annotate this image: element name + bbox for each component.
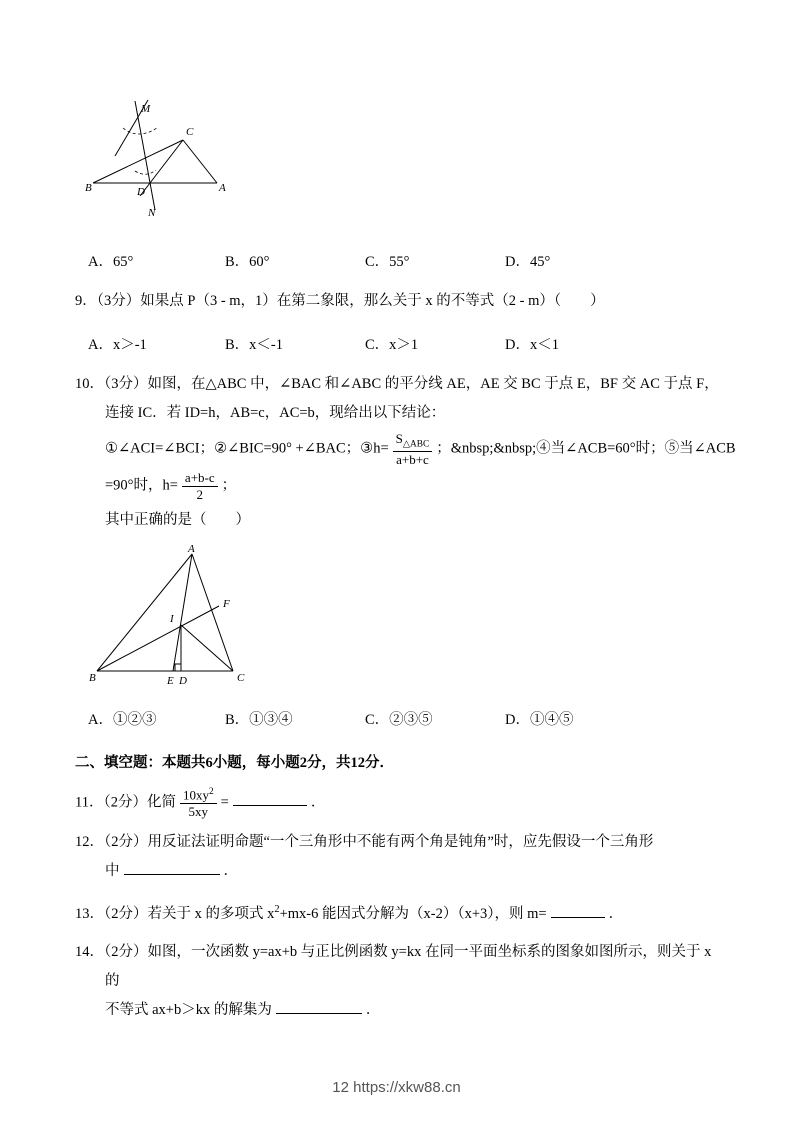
- line-CA: [183, 140, 217, 183]
- question-number: 14．: [75, 943, 104, 960]
- question-text: 中: [105, 863, 120, 880]
- question-text: （3分）如图，在△ABC 中，∠BAC 和∠ABC 的平分线 AE，AE 交 BC 于点 E，BF 交 AC 于点 F，连接 IC．若 ID=h，AB=c，AC=b，现给出以下结论：: [104, 376, 719, 421]
- question-text: （2分）若关于 x 的多项式 x: [104, 905, 275, 922]
- label-D: D: [137, 186, 145, 198]
- question13-text-line: [75, 895, 723, 929]
- label-A: A: [188, 543, 195, 555]
- question14-text-line2: [105, 996, 723, 1025]
- question-13: [75, 895, 723, 929]
- formula-lhs: h=: [162, 477, 178, 494]
- equals-sign: =: [220, 794, 229, 811]
- fraction-a-b-c-over-2: [182, 470, 218, 502]
- label-F: F: [223, 597, 230, 610]
- option-a: A．65°: [88, 254, 134, 270]
- option-c: C．②③⑤: [365, 711, 433, 728]
- question-9: [75, 287, 723, 316]
- question-text: （2分）如图，一次函数 y=ax+b 与正比例函数 y=kx 在同一平面坐标系的图象如图所示，则关于 x 的: [104, 943, 712, 989]
- exponent: 2: [274, 904, 280, 916]
- label-B: B: [85, 182, 92, 194]
- question-text: （2分）用反证法证明命题“一个三角形中不能有两个角是钝角”时，应先假设一个三角形: [104, 834, 654, 851]
- question-10: [75, 370, 736, 535]
- figure-question10-wrap: [88, 544, 723, 691]
- geometry-figure-1: [85, 98, 245, 228]
- period: ．: [365, 1001, 381, 1018]
- option-a: A．x＞-1: [88, 337, 147, 353]
- question-number: 9．: [75, 293, 97, 309]
- fraction-denominator: 2: [196, 487, 204, 502]
- answer-blank: [276, 999, 362, 1014]
- geometry-figure-2: [88, 544, 253, 686]
- question-14: [75, 938, 723, 1025]
- question14-text-line1: [75, 938, 723, 996]
- option-d: D．x＜1: [505, 337, 559, 353]
- question-text: （3分）如果点 P（3 - m，1）在第二象限，那么关于 x 的不等式（2 - m）（ ）: [96, 293, 605, 309]
- page-footer: 12 https://xkw88.cn: [332, 1079, 461, 1096]
- label-N: N: [148, 207, 156, 219]
- question-text: （2分）化简: [103, 794, 176, 811]
- option-b: B．x＜-1: [225, 337, 283, 353]
- question8-options: [88, 248, 723, 277]
- option-c: C．x＞1: [365, 337, 419, 353]
- period: ．: [608, 905, 624, 922]
- question10-conclusion: 其中正确的是（ ）: [105, 511, 250, 528]
- question10-options: [88, 706, 723, 735]
- answer-blank: [124, 860, 220, 875]
- label-C: C: [237, 671, 245, 684]
- question9-options: [88, 331, 723, 360]
- statements-text: ；: [221, 477, 237, 494]
- question10-statements-line2: [105, 470, 723, 502]
- option-b: B．60°: [225, 254, 270, 270]
- fraction-numerator: a+b-c: [182, 470, 218, 487]
- statements-text: =90°时，: [105, 477, 163, 494]
- question9-text-line: [75, 287, 723, 316]
- line-CD-extended: [140, 140, 183, 196]
- question-number: 10．: [75, 376, 104, 392]
- numerator-main: S: [395, 431, 403, 446]
- numerator-subscript: △ABC: [402, 439, 430, 450]
- option-d: D．45°: [505, 254, 551, 270]
- line-BC: [93, 140, 183, 183]
- line-AB: [97, 554, 192, 671]
- label-M: M: [141, 103, 151, 115]
- question-number: 13．: [75, 905, 104, 922]
- numerator-exponent: 2: [208, 786, 214, 797]
- statements-text: ；&nbsp;&nbsp;④当∠ACB=60°时；⑤当∠ACB: [436, 440, 736, 457]
- figure-question8-wrap: [85, 98, 723, 233]
- question12-text-line2: [105, 857, 723, 886]
- option-b: B．①③④: [225, 711, 293, 728]
- label-A: A: [219, 182, 226, 194]
- question-number: 12．: [75, 834, 104, 851]
- question-text: 不等式 ax+b＞kx 的解集为: [105, 1001, 272, 1018]
- statements-text: ①∠ACI=∠BCI；②∠BIC=90° +∠BAC；③: [105, 440, 374, 457]
- line-BF: [97, 606, 219, 671]
- question11-text-line: [75, 786, 723, 820]
- label-B: B: [89, 671, 96, 684]
- fraction-denominator: 5xy: [188, 803, 209, 819]
- fraction-numerator: [180, 787, 217, 804]
- fraction-numerator: [393, 431, 433, 452]
- dashed-arc-at-D: [135, 170, 156, 174]
- answer-blank: [233, 791, 307, 806]
- numerator-main: 10xy: [182, 786, 209, 802]
- question-text: +mx-6 能因式分解为（x-2）（x+3），则 m=: [279, 905, 547, 922]
- question-11: [75, 786, 723, 820]
- question12-text-line1: [75, 828, 723, 857]
- label-C: C: [186, 126, 194, 138]
- question-12: [75, 828, 723, 886]
- fraction-10xy2-over-5xy: [180, 787, 217, 820]
- fraction-denominator: a+b+c: [396, 451, 429, 467]
- period: ．: [223, 863, 238, 880]
- line-AE: [173, 554, 192, 671]
- label-I: I: [170, 612, 174, 625]
- option-a: A．①②③: [88, 711, 157, 728]
- period: ．: [310, 794, 326, 811]
- answer-blank: [551, 903, 605, 918]
- label-D: D: [179, 674, 187, 686]
- question-number: 11．: [75, 794, 104, 811]
- fraction-s-triangle-abc: [393, 431, 433, 467]
- label-E: E: [167, 674, 174, 686]
- option-c: C．55°: [365, 254, 410, 270]
- question10-statements-line1: [105, 431, 736, 467]
- option-d: D．①④⑤: [505, 711, 574, 728]
- right-angle-mark: [175, 664, 181, 671]
- question10-text-line: [75, 370, 723, 428]
- formula-lhs: h=: [373, 440, 389, 457]
- section2-title: 二、填空题：本题共6小题，每小题2分，共12分．: [75, 754, 394, 771]
